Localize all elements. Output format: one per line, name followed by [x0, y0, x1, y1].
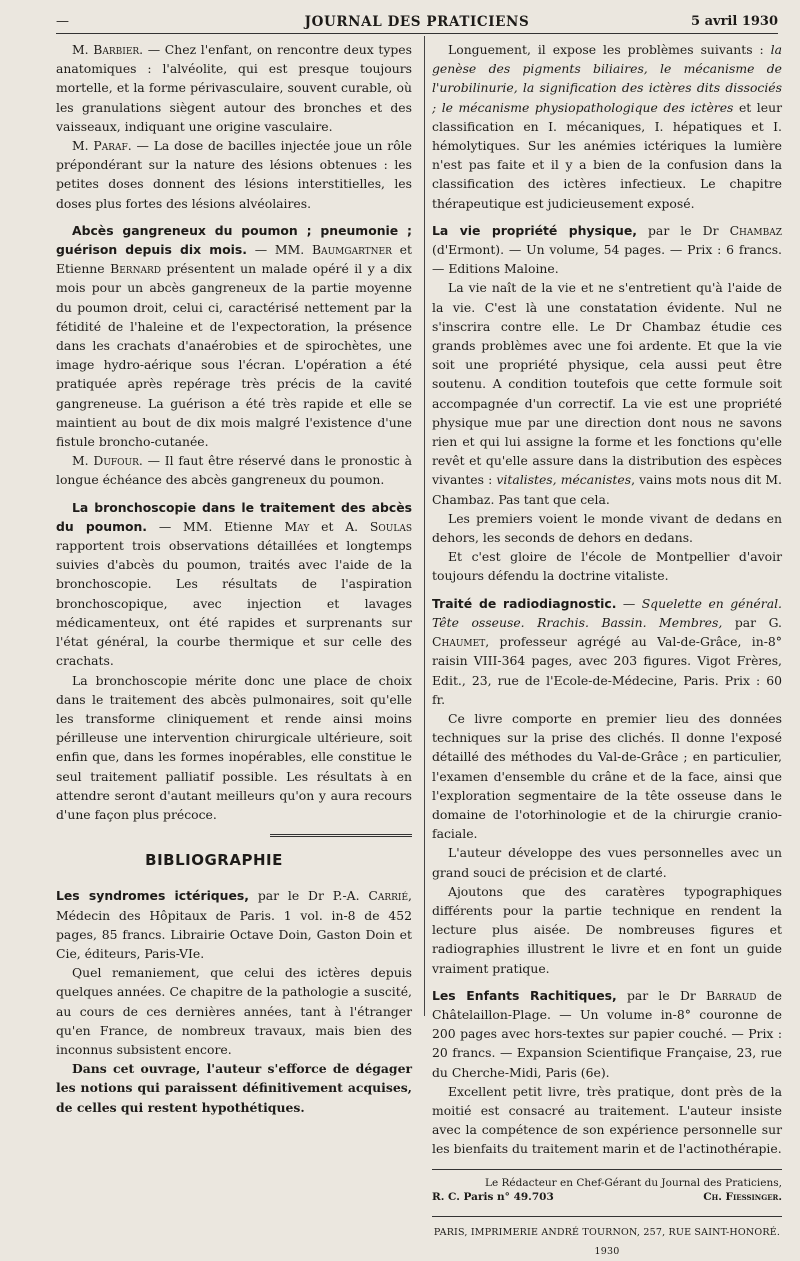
vie-p1: La vie naît de la vie et ne s'entretient qu'à l'aide de la vie. C'est là une constatation évidente. Nul ne s'inscrira contre elle. Le Dr Chambaz étudie ces grands problèmes avec une foi ardente. Et que la vie soit une propriété physique, cela aussi peut être soutenu. A condition toutefois que cette formule soit accompagnée d'un correctif. La vie est une propriété physique mue par une direction dont nous ne savons rien et qui lui assigne la forme et les fonctions qu'elle revêt et qu'elle assure dans la distribution des espèces vivantes : vitalistes, mécanistes, vains mots nous dit M. Chambaz. Pas tant que cela.	[432, 280, 782, 507]
syndromes-p1: Quel remaniement, que celui des ictères depuis quelques années. Ce chapitre de la pathologie a suscité, au cours de ces dernières années, tant à l'étranger qu'en France, de nombreux travaux, mais bien des inconnus subsistent encore.	[56, 965, 412, 1057]
header-rule	[56, 33, 778, 34]
broncho-heading: La bronchoscopie dans le traitement des abcès du poumon.	[56, 499, 412, 534]
abces-paragraph: Abcès gangreneux du poumon ; pneumonie ; guérison depuis dix mois. — MM. Baumgartner et Etienne Bernard présentent un malade opéré il y a dix mois pour un abcès gangreneux de la partie moyenne du poumon droit, celui ci, caractérisé nettement par la fétidité de l'haleine et de l'expectoration, la présence dans les crachats d'anaérobies et de spirochètes, une image hydro-aérique sous l'écran. L'opération a été pratiquée après repérage très précis de la cavité gangreneuse. La guérison a été très rapide et elle se maintient au bout de dix mois malgré l'existence d'une fistule broncho-cutanée.	[56, 222, 412, 450]
rachitiques-title: Les Enfants Rachitiques,	[432, 987, 617, 1003]
section-rule	[270, 834, 412, 839]
right-column	[432, 40, 782, 1261]
traite-p1: Ce livre comporte en premier lieu des données techniques sur la prise des clichés. Il donne l'exposé détaillé des méthodes du Val-de-Grâce ; en particulier, l'examen d'ensemble du crâne et de la face, ainsi que l'exploration segmentaire de la tête osseuse dans le domaine de l'otorhinologie et de la chirurgie cranio-faciale.	[432, 710, 782, 842]
rachitiques-entry: Les Enfants Rachitiques, par le Dr Barraud de Châtelaillon-Plage. — Un volume in-8° couronne de 200 pages avec hors-textes sur papier couché. — Prix : 20 francs. — Expansion Scientifique Française, 23, rue du Cherche-Midi, Paris (6e).	[432, 987, 783, 1080]
syndromes-entry: Les syndromes ictériques, par le Dr P.-A. Carrié, Médecin des Hôpitaux de Paris. 1 vol. in-8 de 452 pages, 85 francs. Librairie Octave Doin, Gaston Doin et Cie, éditeurs, Paris-VIe.	[56, 888, 412, 961]
paraf-paragraph: M. Paraf. — La dose de bacilles injectée joue un rôle prépondérant sur la nature des lésions obtenues : les petites doses donnent des lésions interstitielles, les doses plus fortes des lésions alvéolaires.	[56, 138, 412, 211]
vie-entry: La vie propriété physique, par le Dr Chambaz (d'Ermont). — Un volume, 54 pages. — Prix : 6 francs. — Editions Maloine.	[432, 222, 782, 277]
rc-number: R. C. Paris n° 49.703	[432, 1190, 554, 1203]
header-mark: —	[56, 14, 69, 29]
issue-date: 5 avril 1930	[691, 14, 778, 29]
dufour-paragraph: M. Dufour. — Il faut être réservé dans le pronostic à longue échéance des abcès gangreneux du poumon.	[56, 453, 413, 488]
journal-title: JOURNAL DES PRATICIENS	[304, 14, 530, 30]
page-header	[56, 14, 778, 34]
syndromes-title: Les syndromes ictériques,	[56, 888, 249, 904]
vie-title: La vie propriété physique,	[432, 222, 637, 238]
traite-title: Traité de radiodiagnostic.	[432, 595, 617, 611]
ictere-continuation: Longuement, il expose les problèmes suivants : la genèse des pigments biliaires, le mécanisme de l'urobilinurie, la signification des ictères dits dissociés ; le mécanisme physiopathologique des ictères et leur classification en I. mécaniques, I. hépatiques et I. hémolytiques. Sur les anémies ictériques la lumière n'est pas faite et il y a bien de la confusion dans la classification des ictères infectieux. Le chapitre thérapeutique est judicieusement exposé.	[432, 42, 782, 211]
editor-signature	[432, 1169, 782, 1204]
vie-p3: Et c'est gloire de l'école de Montpellier d'avoir toujours défendu la doctrine vitaliste.	[432, 549, 782, 584]
rachitiques-p1: Excellent petit livre, très pratique, dont près de la moitié est consacré au traitement. L'auteur insiste avec la compétence de son expérience personnelle sur les bienfaits du traitement marin et de l'actinothérapie.	[432, 1083, 782, 1157]
traite-p2: L'auteur développe des vues personnelles avec un grand souci de précision et de clarté.	[432, 845, 782, 880]
bibliographie-heading: BIBLIOGRAPHIE	[145, 851, 283, 870]
barbier-paragraph: M. Barbier. — Chez l'enfant, on rencontre deux types anatomiques : l'alvéolite, qui est presque toujours mortelle, et la forme périvasculaire, souvent curable, où les granulations siègent autour des bronches et des vaisseaux, indiquant une origine vasculaire.	[56, 42, 412, 134]
vie-p2: Les premiers voient le monde vivant de dedans en dehors, les seconds de dehors en dedans.	[432, 510, 782, 546]
column-divider	[424, 36, 425, 1016]
left-column	[56, 40, 412, 1117]
broncho-paragraph-2: La bronchoscopie mérite donc une place de choix dans le traitement des abcès pulmonaires, soit qu'elle les transforme cliniquement et rende ainsi moins périlleuse une intervention chirurgicale ultérieure, soit enfin que, dans les formes inopérables, elle constitue le seul traitement palliatif possible. Les résultats à en attendre seront d'autant meilleurs qu'on y aura recours d'une façon plus précoce.	[56, 672, 412, 822]
traite-entry: Traité de radiodiagnostic. — Squelette en général. Tête osseuse. Rrachis. Bassin. Membres, par G. Chaumet, professeur agrégé au Val-de-Grâce, in-8° raisin VIII-364 pages, avec 203 figures. Vigot Frères, Edit., 23, rue de l'Ecole-de-Médecine, Paris. Prix : 60 fr.	[432, 595, 782, 707]
broncho-paragraph: La bronchoscopie dans le traitement des abcès du poumon. — MM. Etienne May et A. Soulas rapportent trois observations détaillées et longtemps suivies d'abcès du poumon, traités avec l'aide de la bronchoscopie. Les résultats de l'aspiration bronchoscopique, avec injection et lavages médicamenteux, ont été rapides et surprenants sur l'état général, la courbe thermique et sur celle des crachats.	[56, 499, 412, 669]
traite-p3: Ajoutons que des caratères typographiques différents pour la partie technique en rendent la lecture plus aisée. De nombreuses figures et radiographies illustrent le livre et en font un guide vraiment pratique.	[432, 883, 782, 976]
redacteur-line: Le Rédacteur en Chef-Gérant du Journal des Praticiens,	[484, 1176, 782, 1189]
signer-name: Ch. Fiessinger.	[703, 1190, 782, 1203]
abces-heading: Abcès gangreneux du poumon ; pneumonie ; guérison depuis dix mois.	[56, 222, 412, 258]
printer-imprint: PARIS, IMPRIMERIE ANDRÉ TOURNON, 257, RUE SAINT-HONORÉ. 1930	[432, 1216, 782, 1261]
syndromes-p2: Dans cet ouvrage, l'auteur s'efforce de dégager les notions qui paraissent définitivement acquises, de celles qui restent hypothétiques.	[56, 1061, 412, 1115]
